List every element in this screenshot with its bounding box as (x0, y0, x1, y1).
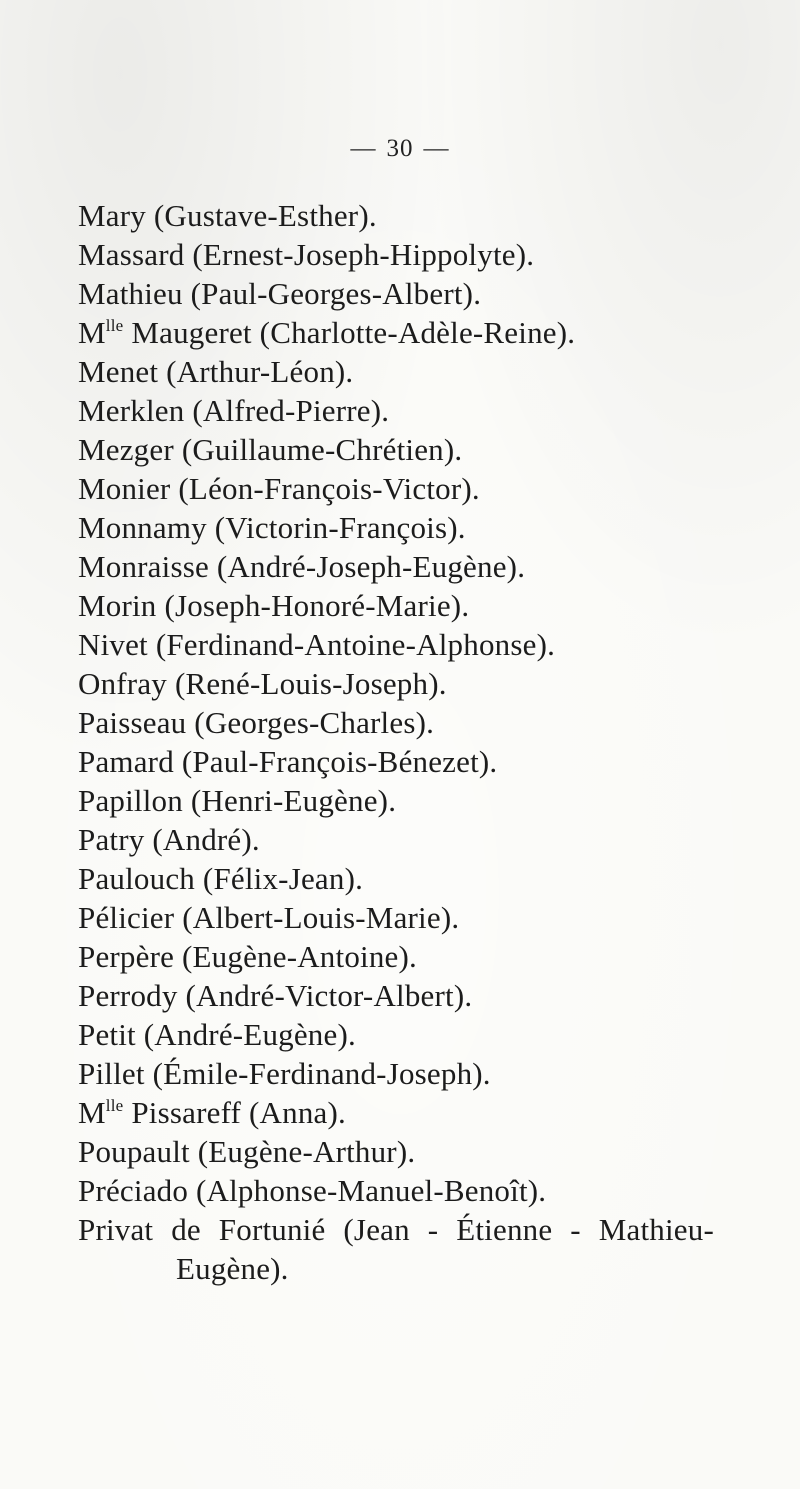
list-item (78, 664, 768, 703)
entry-name: Menet (Arthur-Léon). (78, 354, 354, 389)
list-item (78, 196, 768, 235)
list-item (78, 1171, 768, 1210)
entry-name: Paulouch (Félix-Jean). (78, 861, 364, 896)
entry-name: Perpère (Eugène-Antoine). (78, 939, 417, 974)
list-item (78, 547, 768, 586)
entry-name: Pamard (Paul-François-Bénezet). (78, 744, 498, 779)
list-item (78, 586, 768, 625)
entry-name: Maugeret (Charlotte-Adèle-Reine). (131, 315, 576, 350)
entry-name: Préciado (Alphonse-Manuel-Benoît). (78, 1173, 547, 1208)
list-item (78, 469, 768, 508)
list-item (78, 703, 768, 742)
entry-name: Massard (Ernest-Joseph-Hippolyte). (78, 237, 535, 272)
list-item (78, 1093, 768, 1132)
honorific: $M^{lle}$ (78, 315, 124, 350)
entry-name: Monier (Léon-François-Victor). (78, 471, 480, 506)
entry-name: Pélicier (Albert-Louis-Marie). (78, 900, 460, 935)
entry-name: Pillet (Émile-Ferdinand-Joseph). (78, 1056, 491, 1091)
entry-name: Monraisse (André-Joseph-Eugène). (78, 549, 526, 584)
entry-name: Petit (André-Eugène). (78, 1017, 356, 1052)
list-item (78, 1132, 768, 1171)
entry-name: Poupault (Eugène-Arthur). (78, 1134, 416, 1169)
list-item (78, 391, 768, 430)
list-item (78, 430, 768, 469)
list-item (78, 976, 768, 1015)
page-number: — 30 — (350, 135, 450, 162)
entry-name: Pissareff (Anna). (131, 1095, 346, 1130)
entry-name: Papillon (Henri-Eugène). (78, 783, 397, 818)
list-item-last (78, 1210, 768, 1288)
name-list (78, 196, 768, 1288)
list-item (78, 742, 768, 781)
page-number-value: 30 (386, 135, 414, 162)
list-item (78, 1015, 768, 1054)
list-item (78, 313, 768, 352)
entry-name-line-2: Eugène). (176, 1251, 289, 1286)
list-item (78, 508, 768, 547)
entry-name-line-1: Privat de Fortunié (Jean - Étienne - Mathieu- (78, 1212, 714, 1247)
entry-name: Paisseau (Georges-Charles). (78, 705, 435, 740)
list-item (78, 625, 768, 664)
entry-name: Perrody (André-Victor-Albert). (78, 978, 473, 1013)
list-item (78, 352, 768, 391)
entry-name: Onfray (René-Louis-Joseph). (78, 666, 447, 701)
list-item (78, 274, 768, 313)
honorific: $M^{lle}$ (78, 1095, 124, 1130)
list-item (78, 235, 768, 274)
list-item (78, 859, 768, 898)
list-item (78, 820, 768, 859)
entry-name: Morin (Joseph-Honoré-Marie). (78, 588, 470, 623)
list-item (78, 781, 768, 820)
entry-name: Merklen (Alfred-Pierre). (78, 393, 390, 428)
entry-name: Monnamy (Victorin-François). (78, 510, 466, 545)
list-item (78, 1054, 768, 1093)
entry-name: Mathieu (Paul-Georges-Albert). (78, 276, 482, 311)
list-item (78, 937, 768, 976)
entry-name: Nivet (Ferdinand-Antoine-Alphonse). (78, 627, 556, 662)
list-item (78, 898, 768, 937)
entry-name: Mezger (Guillaume-Chrétien). (78, 432, 463, 467)
entry-name: Mary (Gustave-Esther). (78, 198, 377, 233)
entry-name: Patry (André). (78, 822, 260, 857)
